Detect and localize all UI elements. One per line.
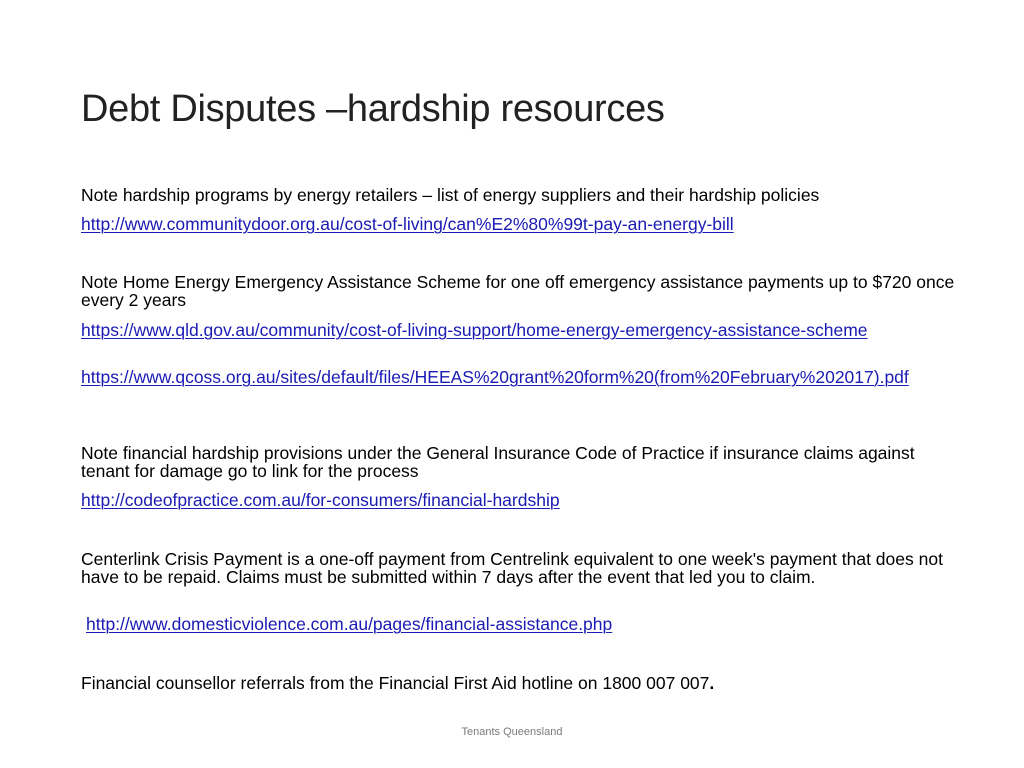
counsellor-note-text: Financial counsellor referrals from the Financial First Aid hotline on 1800 007 007 [81,673,710,693]
slide-title: Debt Disputes –hardship resources [81,88,665,130]
centrelink-note: Centerlink Crisis Payment is a one-off payment from Centrelink equivalent to one week's payment that does not have to be repaid. Claims must be submitted within 7 days after the event that led you to claim. [81,549,943,587]
insurance-note: Note financial hardship provisions under the General Insurance Code of Practice if insurance claims against tenant for damage go to link for the process [81,443,915,481]
communitydoor-link[interactable]: http://www.communitydoor.org.au/cost-of-living/can%E2%80%99t-pay-an-energy-bill [81,214,734,234]
counsellor-note-period: . [709,673,715,693]
codeofpractice-link[interactable]: http://codeofpractice.com.au/for-consumers/financial-hardship [81,490,560,510]
retailers-note: Note hardship programs by energy retailers – list of energy suppliers and their hardship policies [81,185,820,205]
heeas-note: Note Home Energy Emergency Assistance Scheme for one off emergency assistance payments up to $720 once every 2 years [81,272,955,310]
counsellor-note [81,674,961,692]
domesticviolence-link[interactable]: http://www.domesticviolence.com.au/pages/financial-assistance.php [86,614,613,634]
qld-gov-heeas-link[interactable]: https://www.qld.gov.au/community/cost-of-living-support/home-energy-emergency-assistance-scheme [81,320,868,340]
footer-text: Tenants Queensland [461,726,563,738]
qcoss-heeas-form-link[interactable]: https://www.qcoss.org.au/sites/default/files/HEEAS%20grant%20form%20(from%20February%202017).pdf [81,367,909,387]
